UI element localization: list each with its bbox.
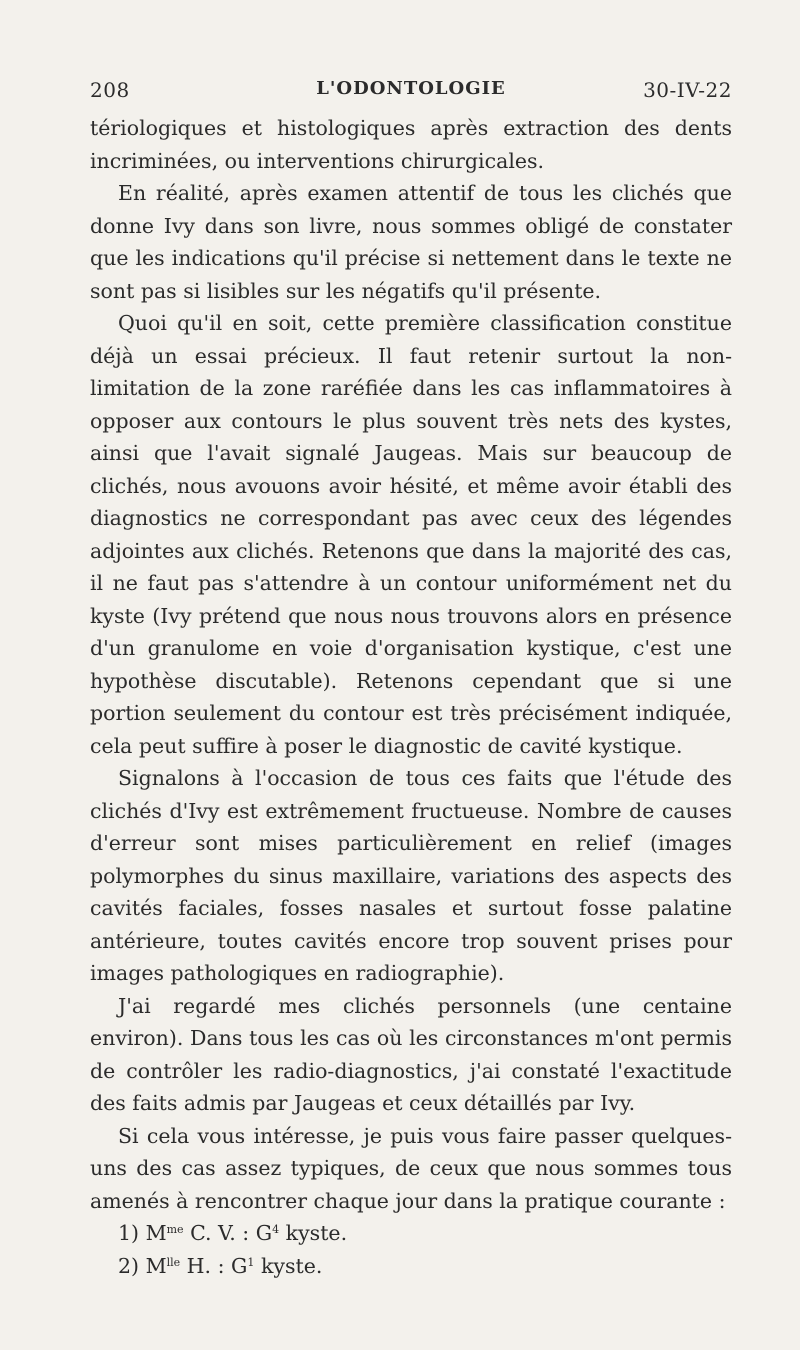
paragraph: Quoi qu'il en soit, cette première classification constitue déjà un essai précieux. Il faut retenir surtout la non-limitation de la zone raréfiée dans les cas inflammatoires à opposer aux contours le plus souvent très nets des kystes, ainsi que l'avait signalé Jaugeas. Mais sur beaucoup de clichés, nous avouons avoir hésité, et même avoir établi des diagnostics ne correspondant pas avec ceux des légendes adjointes aux clichés. Retenons que dans la majorité des cas, il ne faut pas s'attendre à un contour uniformément net du kyste (Ivy prétend que nous nous trouvons alors en présence d'un granulome en voie d'organisation kystique, c'est une hypothèse discutable). Retenons cependant que si une portion seulement du contour est très précisément indiquée, cela peut suffire à poser le diagnostic de cavité kystique. <box>90 311 732 758</box>
honorific: M <box>145 1253 167 1278</box>
tooth-ref-index: 1 <box>247 1255 255 1269</box>
list-item <box>90 1217 732 1250</box>
honorific-suffix: me <box>166 1223 184 1236</box>
article-body <box>90 112 732 1282</box>
paragraph: En réalité, après examen attentif de tous les clichés que donne Ivy dans son livre, nous sommes obligé de constater que les indications qu'il précise si nettement dans le texte ne sont pas si lisibles sur les négatifs qu'il présente. <box>90 181 732 303</box>
diagnosis: kyste. <box>285 1221 348 1245</box>
list-number: 2) <box>118 1253 140 1278</box>
list-item <box>90 1250 732 1283</box>
page-number: 208 <box>90 78 130 102</box>
honorific-suffix: lle <box>166 1255 181 1269</box>
case-list <box>90 1217 732 1282</box>
list-number: 1) <box>118 1221 140 1245</box>
paragraph: tériologiques et histologiques après extraction des dents incriminées, ou interventions chirurgicales. <box>90 116 732 173</box>
tooth-ref-index: 4 <box>272 1223 280 1236</box>
tooth-ref: G <box>231 1253 248 1278</box>
tooth-ref: G <box>255 1221 273 1245</box>
honorific: M <box>145 1221 167 1245</box>
running-header <box>90 78 732 108</box>
issue-date: 30-IV-22 <box>643 78 732 102</box>
diagnosis: kyste. <box>260 1253 323 1278</box>
patient-initials: H. : <box>186 1253 225 1278</box>
paragraph: Si cela vous intéresse, je puis vous faire passer quelques-uns des cas assez typiques, de ceux que nous sommes tous amenés à rencontrer chaque jour dans la pratique courante : <box>90 1123 732 1213</box>
paragraph: J'ai regardé mes clichés personnels (une centaine environ). Dans tous les cas où les circonstances m'ont permis de contrôler les radio-diagnostics, j'ai constaté l'exactitude des faits admis par Jaugeas et ceux détaillés par Ivy. <box>90 993 732 1115</box>
journal-title: L'ODONTOLOGIE <box>316 78 506 99</box>
patient-initials: C. V. : <box>190 1221 250 1245</box>
paragraph: Signalons à l'occasion de tous ces faits que l'étude des clichés d'Ivy est extrêmement fructueuse. Nombre de causes d'erreur sont mises particulièrement en relief (images polymorphes du sinus maxillaire, variations des aspects des cavités faciales, fosses nasales et surtout fosse palatine antérieure, toutes cavités encore trop souvent prises pour images pathologiques en radiographie). <box>90 766 732 985</box>
